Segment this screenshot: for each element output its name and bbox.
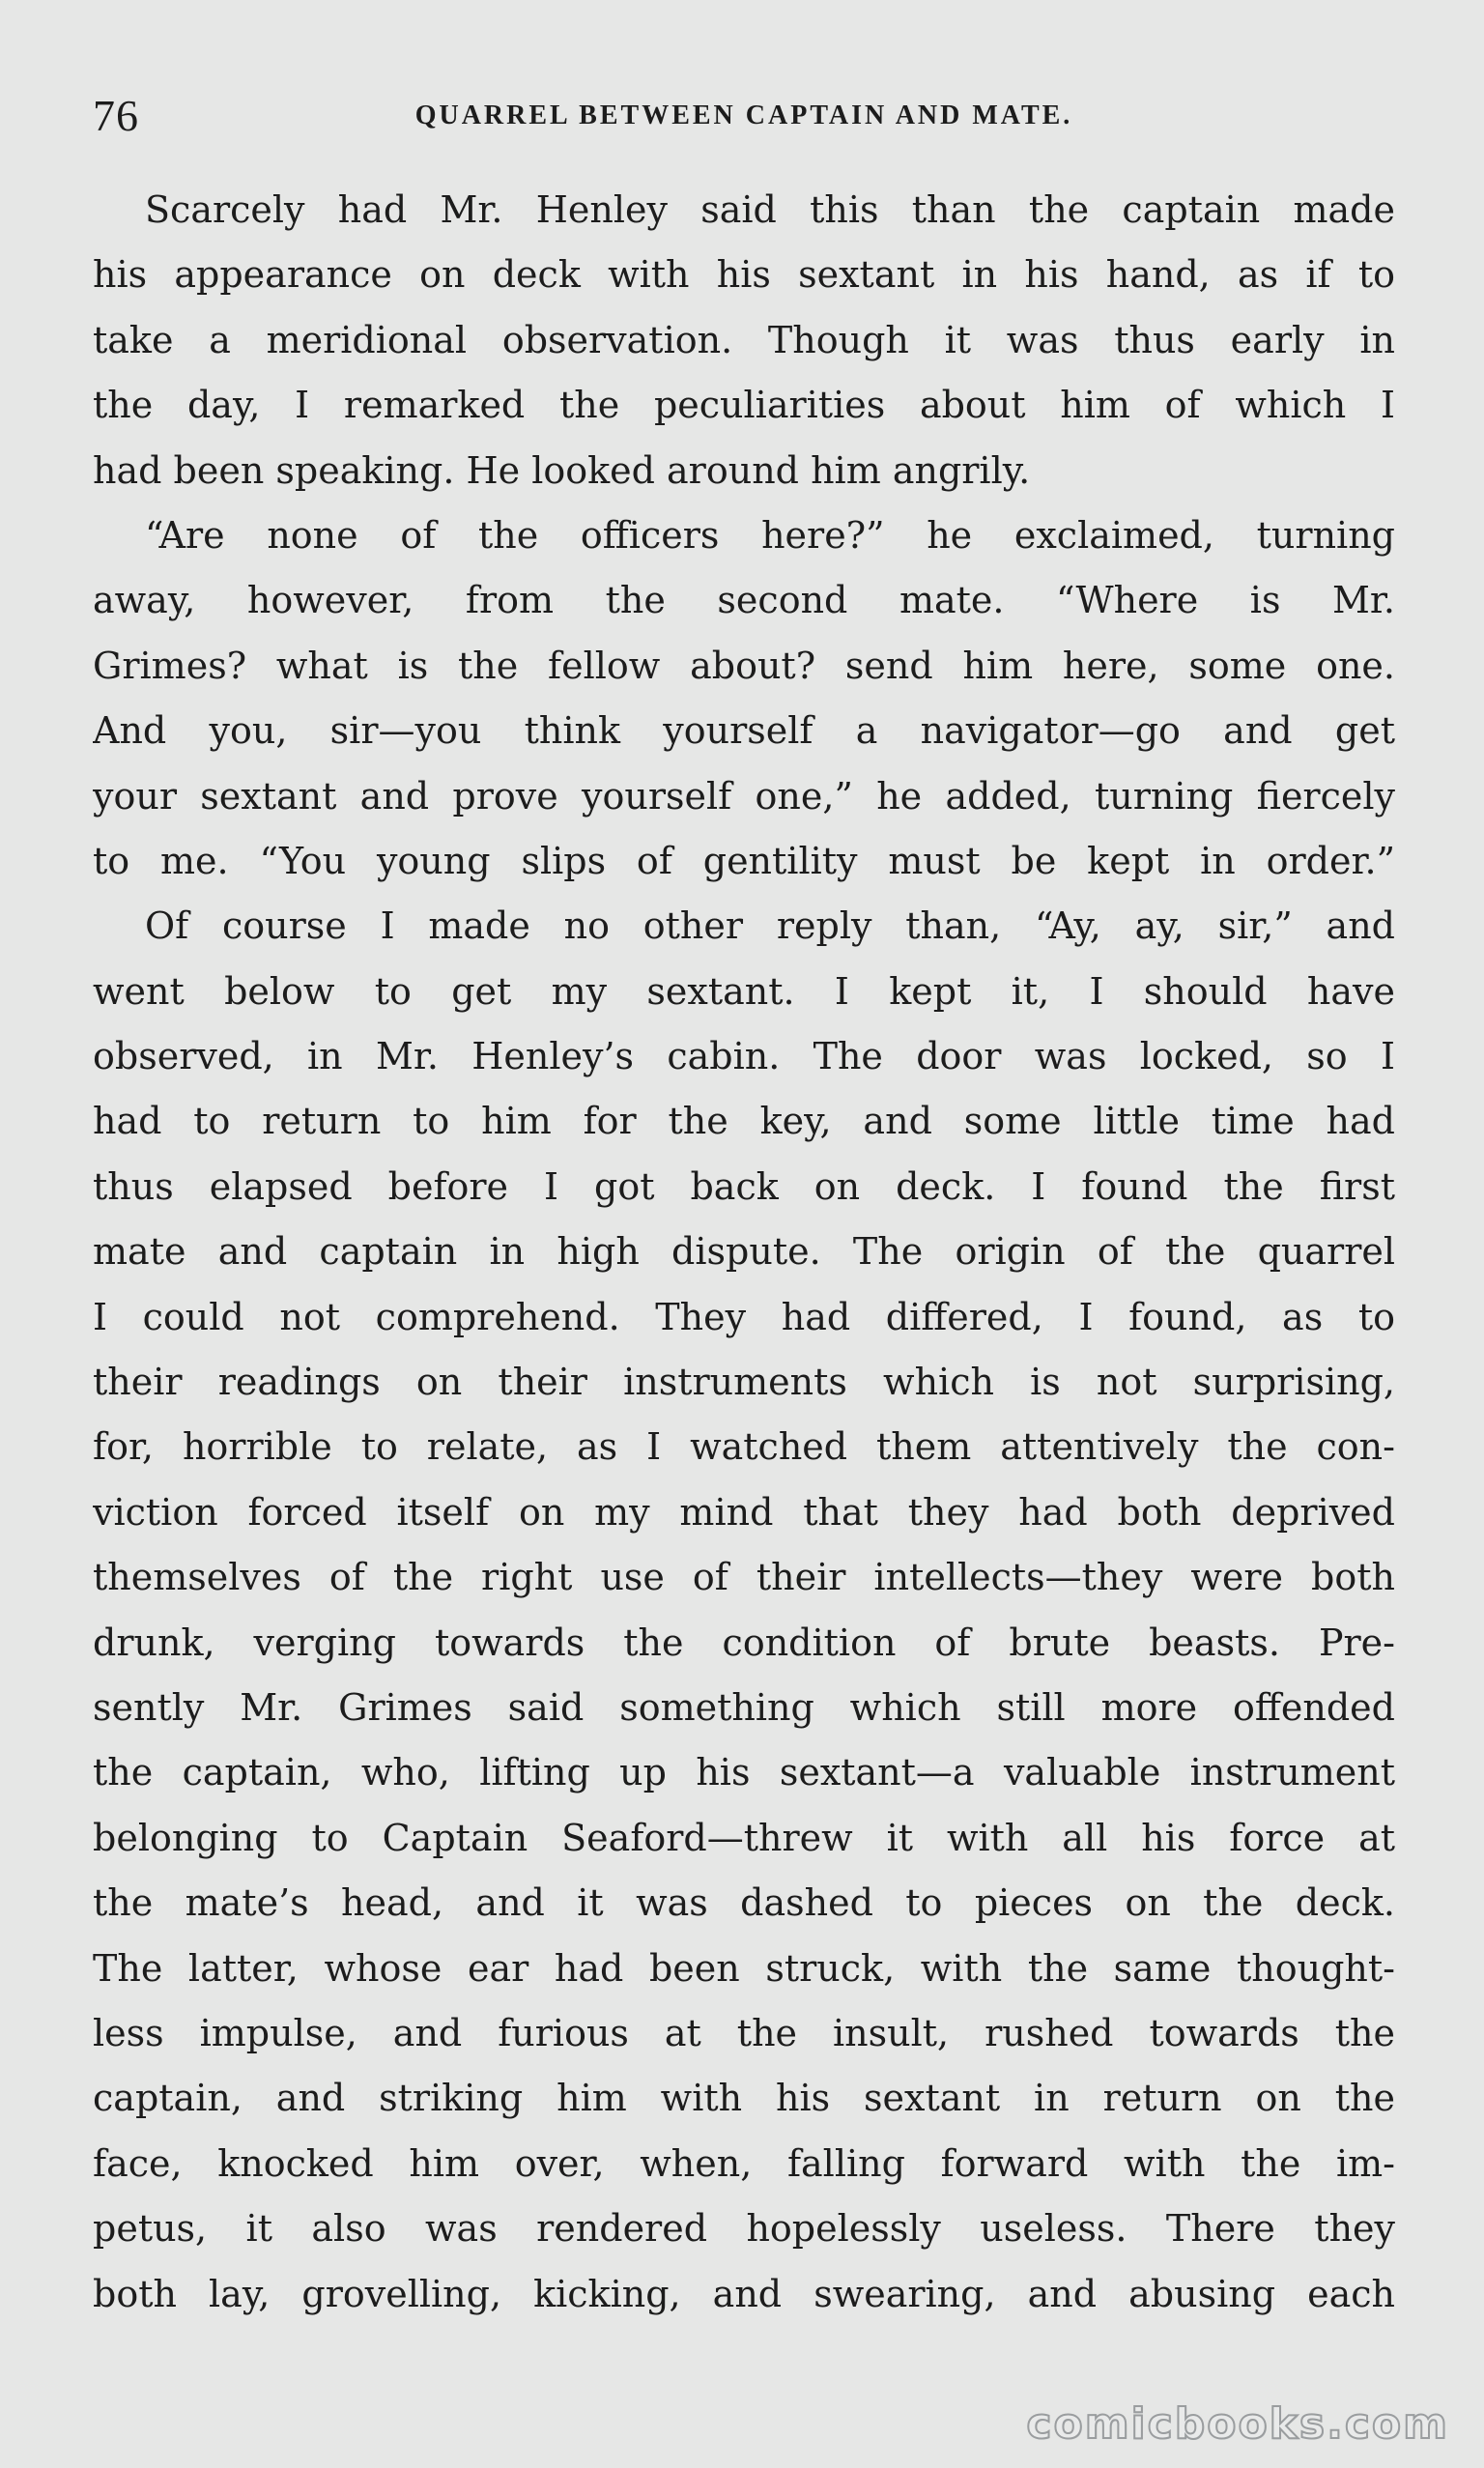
text-line: Grimes? what is the fellow about? send him here, some one. <box>93 644 1395 687</box>
text-line: to me. “You young slips of gentility must be kept in order.” <box>93 839 1395 882</box>
text-line: had been speaking. He looked around him angrily. <box>93 448 1031 492</box>
text-line: for, horrible to relate, as I watched them attentively the con- <box>93 1425 1395 1469</box>
text-line: themselves of the right use of their intellects—they were both <box>93 1556 1395 1599</box>
text-line: his appearance on deck with his sextant in his hand, as if to <box>93 253 1395 297</box>
text-line: away, however, from the second mate. “Where is Mr. <box>93 579 1395 622</box>
text-line: thus elapsed before I got back on deck. I found the first <box>93 1164 1395 1208</box>
watermark: comicbooks.com <box>1026 2399 1449 2449</box>
text-line: less impulse, and furious at the insult, rushed towards the <box>93 2011 1395 2054</box>
page-number: 76 <box>93 91 139 140</box>
text-line: captain, and striking him with his sextant in return on the <box>93 2077 1395 2120</box>
text-line: Scarcely had Mr. Henley said this than the captain made <box>145 188 1395 231</box>
text-line: petus, it also was rendered hopelessly useless. There they <box>93 2207 1395 2251</box>
text-line: went below to get my sextant. I kept it, I should have <box>93 969 1395 1013</box>
text-line: The latter, whose ear had been struck, with the same thought- <box>93 1946 1395 1990</box>
text-line: face, knocked him over, when, falling forward with the im- <box>93 2141 1395 2185</box>
text-line: I could not comprehend. They had differed, I found, as to <box>93 1295 1395 1338</box>
running-head: QUARREL BETWEEN CAPTAIN AND MATE. <box>414 100 1073 130</box>
page-header <box>93 87 1395 145</box>
text-line: sently Mr. Grimes said something which still more offended <box>93 1685 1395 1729</box>
text-line: take a meridional observation. Though it was thus early in <box>93 318 1395 361</box>
text-line: Of course I made no other reply than, “Ay, ay, sir,” and <box>145 904 1395 948</box>
text-line: “Are none of the officers here?” he exclaimed, turning <box>145 513 1395 557</box>
text-line: your sextant and prove yourself one,” he added, turning fiercely <box>93 774 1395 818</box>
text-line: had to return to him for the key, and some little time had <box>93 1100 1395 1143</box>
text-line: And you, sir—you think yourself a navigator—go and get <box>93 709 1395 753</box>
text-line: both lay, grovelling, kicking, and swearing, and abusing each <box>93 2272 1395 2315</box>
text-line: observed, in Mr. Henley’s cabin. The door was locked, so I <box>93 1035 1395 1078</box>
text-line: mate and captain in high dispute. The origin of the quarrel <box>93 1230 1395 1274</box>
text-line: the mate’s head, and it was dashed to pieces on the deck. <box>93 1881 1395 1925</box>
text-line: drunk, verging towards the condition of brute beasts. Pre- <box>93 1621 1395 1664</box>
text-line: the day, I remarked the peculiarities about him of which I <box>93 384 1395 427</box>
text-line: viction forced itself on my mind that they had both deprived <box>93 1490 1395 1534</box>
body-text <box>93 178 1395 2327</box>
text-line: their readings on their instruments which is not surprising, <box>93 1361 1395 1404</box>
text-line: the captain, who, lifting up his sextant—a valuable instrument <box>93 1751 1395 1794</box>
text-line: belonging to Captain Seaford—threw it with all his force at <box>93 1816 1395 1859</box>
